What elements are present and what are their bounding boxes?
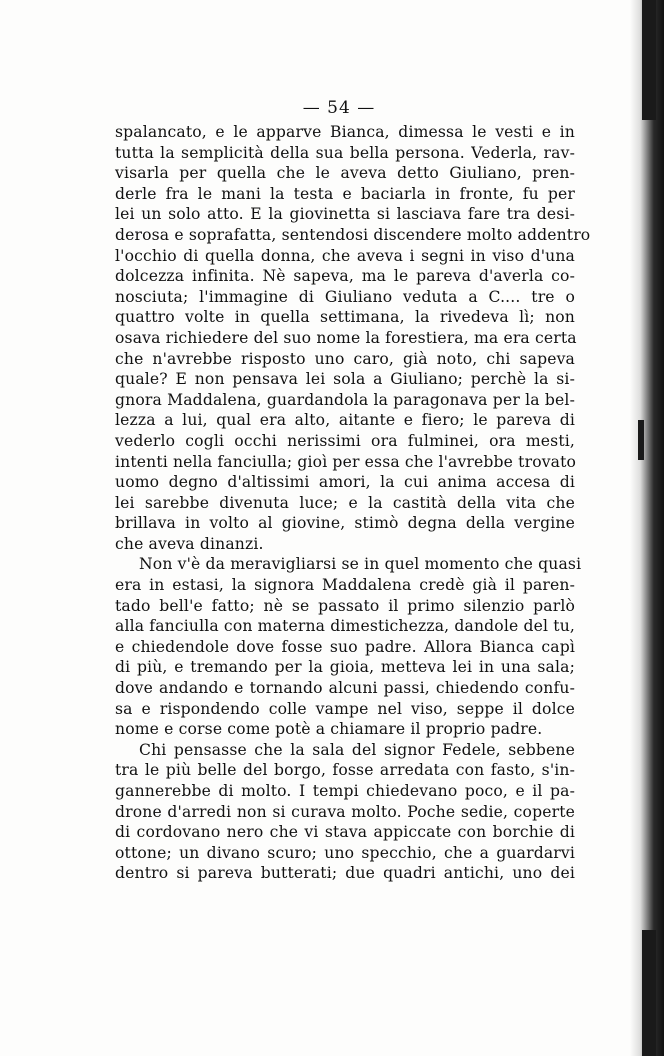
text-line: derosa e soprafatta, sentendosi discendere molto addentro xyxy=(115,225,591,244)
scan-edge-mark xyxy=(642,0,656,120)
text-line: brillava in volto al giovine, stimò degna della vergine xyxy=(115,514,575,533)
paragraph xyxy=(115,740,575,884)
paragraph xyxy=(115,122,591,554)
paragraph xyxy=(115,554,582,739)
text-line: gannerebbe di molto. I tempi chiedevano poco, e il pa- xyxy=(115,782,575,800)
text-line: dentro si pareva butterati; due quadri antichi, uno dei xyxy=(115,864,575,883)
text-line: quale? E non pensava lei sola a Giuliano; perchè la si- xyxy=(115,370,575,389)
text-line: spalancato, e le apparve Bianca, dimessa le vesti e in xyxy=(115,123,575,141)
text-line: alla fanciulla con materna dimestichezza, dandole del tu, xyxy=(115,617,575,636)
text-line: lezza a lui, qual era alto, aitante e fiero; le pareva di xyxy=(115,411,575,430)
text-line: che aveva dinanzi. xyxy=(115,534,264,553)
text-line: intenti nella fanciulla; gioì per essa che l'avrebbe trovato xyxy=(115,452,577,471)
text-line: vederlo cogli occhi nerissimi ora fulminei, ora mesti, xyxy=(115,431,575,450)
text-line: sa e rispondendo colle vampe nel viso, seppe il dolce xyxy=(115,699,575,718)
text-line: Non v'è da meravigliarsi se in quel momento che quasi xyxy=(139,555,582,574)
text-line: che n'avrebbe risposto uno caro, già noto, chi sapeva xyxy=(115,349,575,368)
text-line: derle fra le mani la testa e baciarla in fronte, fu per xyxy=(115,184,575,203)
text-line: nome e corse come potè a chiamare il proprio padre. xyxy=(115,720,543,739)
text-line: tado bell'e fatto; nè se passato il primo silenzio parlò xyxy=(115,596,575,615)
text-line: di cordovano nero che vi stava appiccate con borchie di xyxy=(115,823,575,842)
text-line: uomo degno d'altissimi amori, la cui anima accesa di xyxy=(115,473,575,492)
text-line: ottone; un divano scuro; uno specchio, che a guardarvi xyxy=(115,843,575,862)
page-number: — 54 — xyxy=(302,98,376,118)
scan-edge-mark xyxy=(642,930,656,1056)
text-line: visarla per quella che le aveva detto Giuliano, pren- xyxy=(115,164,575,183)
text-line: dove andando e tornando alcuni passi, chiedendo confu- xyxy=(115,679,575,698)
text-line: era in estasi, la signora Maddalena credè già il paren- xyxy=(115,576,575,595)
text-line: l'occhio di quella donna, che aveva i segni in viso d'una xyxy=(115,246,575,265)
text-line: tutta la semplicità della sua bella persona. Vederla, rav- xyxy=(115,143,575,162)
text-line: tra le più belle del borgo, fosse arredata con fasto, s'in- xyxy=(115,761,575,780)
text-line: quattro volte in quella settimana, la rivedeva lì; non xyxy=(115,308,575,327)
text-line: nosciuta; l'immagine di Giuliano veduta a C.... tre o xyxy=(115,287,575,306)
scan-edge-mark xyxy=(638,420,644,460)
text-line: di più, e tremando per la gioia, metteva lei in una sala; xyxy=(115,658,575,677)
text-line: dolcezza infinita. Nè sapeva, ma le pareva d'averla co- xyxy=(115,267,575,286)
body-text xyxy=(115,122,591,884)
book-spine-shadow xyxy=(630,0,664,1056)
text-line: osava richiedere del suo nome la forestiera, ma era certa xyxy=(115,328,577,347)
text-line: Chi pensasse che la sala del signor Fedele, sebbene xyxy=(139,740,575,759)
text-line: gnora Maddalena, guardandola la paragonava per la bel- xyxy=(115,390,575,409)
text-line: lei un solo atto. E la giovinetta si lasciava fare tra desi- xyxy=(115,205,575,224)
text-line: e chiedendole dove fosse suo padre. Allora Bianca capì xyxy=(115,637,575,656)
text-line: drone d'arredi non si curava molto. Poche sedie, coperte xyxy=(115,802,575,821)
text-line: lei sarebbe divenuta luce; e la castità della vita che xyxy=(115,493,575,512)
